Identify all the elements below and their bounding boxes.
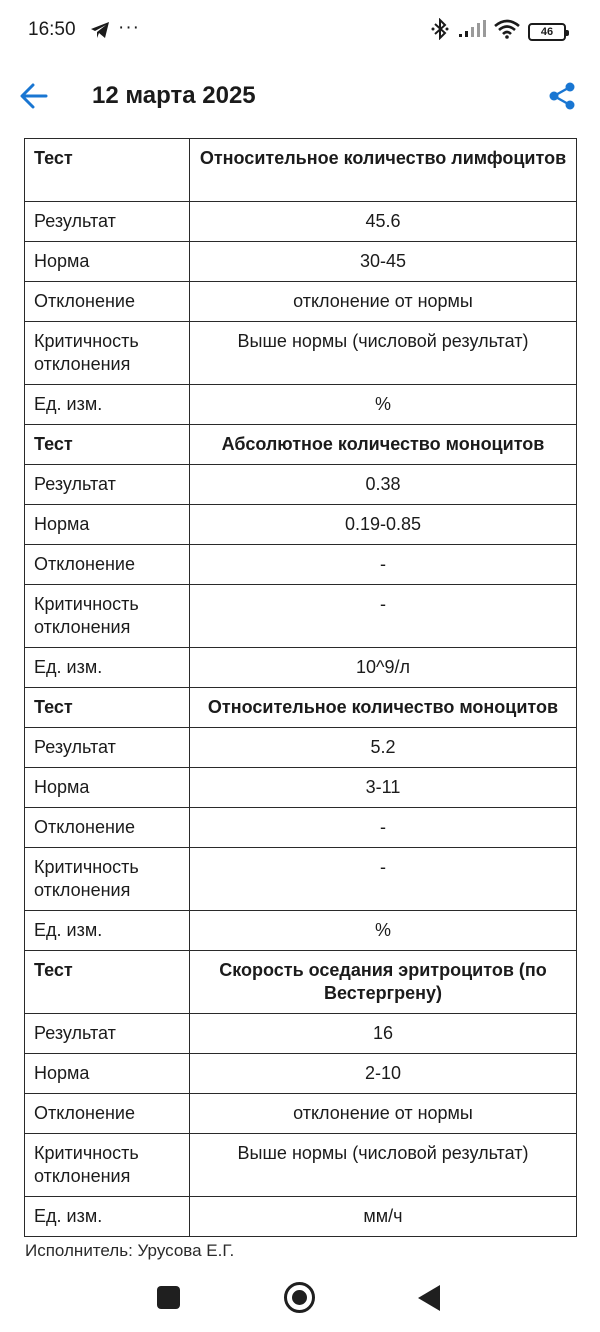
table-row xyxy=(25,1014,577,1054)
system-nav-bar xyxy=(0,1272,600,1332)
table-row xyxy=(25,139,577,202)
row-label: Ед. изм. xyxy=(25,1197,190,1237)
row-label: Отклонение xyxy=(25,808,190,848)
table-row xyxy=(25,1094,577,1134)
table-row xyxy=(25,648,577,688)
row-value: Скорость оседания эритроцитов (по Вестергрену) xyxy=(190,951,577,1014)
row-label: Ед. изм. xyxy=(25,648,190,688)
row-value: Выше нормы (числовой результат) xyxy=(190,1134,577,1197)
recents-button[interactable] xyxy=(157,1286,180,1309)
row-label: Тест xyxy=(25,425,190,465)
table-row xyxy=(25,911,577,951)
row-value: % xyxy=(190,385,577,425)
table-row xyxy=(25,282,577,322)
row-label: Отклонение xyxy=(25,1094,190,1134)
row-label: Критичность отклонения xyxy=(25,1134,190,1197)
page-title: 12 марта 2025 xyxy=(92,82,256,109)
row-label: Критичность отклонения xyxy=(25,848,190,911)
table-row xyxy=(25,1134,577,1197)
row-value: Абсолютное количество моноцитов xyxy=(190,425,577,465)
row-label: Результат xyxy=(25,1014,190,1054)
table-row xyxy=(25,585,577,648)
table-row xyxy=(25,848,577,911)
wifi-icon xyxy=(494,19,520,44)
row-value: - xyxy=(190,808,577,848)
row-value: 0.19-0.85 xyxy=(190,505,577,545)
row-label: Отклонение xyxy=(25,545,190,585)
battery-icon: 46 xyxy=(528,23,566,41)
row-label: Результат xyxy=(25,202,190,242)
bluetooth-icon xyxy=(430,18,450,45)
table-row xyxy=(25,1197,577,1237)
back-button[interactable] xyxy=(16,78,52,114)
row-value: Относительное количество лимфоцитов xyxy=(190,139,577,202)
table-row xyxy=(25,465,577,505)
row-value: отклонение от нормы xyxy=(190,1094,577,1134)
row-value: мм/ч xyxy=(190,1197,577,1237)
row-label: Результат xyxy=(25,728,190,768)
share-button[interactable] xyxy=(544,78,580,114)
row-label: Ед. изм. xyxy=(25,911,190,951)
row-label: Отклонение xyxy=(25,282,190,322)
executor-label: Исполнитель: Урусова Е.Г. xyxy=(25,1241,235,1260)
row-value: Относительное количество моноцитов xyxy=(190,688,577,728)
row-label: Результат xyxy=(25,465,190,505)
table-row xyxy=(25,322,577,385)
table-row xyxy=(25,688,577,728)
arrow-left-icon xyxy=(20,83,48,109)
row-label: Критичность отклонения xyxy=(25,585,190,648)
system-back-button[interactable] xyxy=(418,1285,440,1311)
row-label: Норма xyxy=(25,505,190,545)
row-value: отклонение от нормы xyxy=(190,282,577,322)
home-button[interactable] xyxy=(284,1282,315,1313)
table-row xyxy=(25,385,577,425)
share-icon xyxy=(548,82,576,110)
row-label: Тест xyxy=(25,951,190,1014)
app-bar xyxy=(0,62,600,132)
table-row xyxy=(25,545,577,585)
row-value: - xyxy=(190,545,577,585)
table-row xyxy=(25,202,577,242)
row-value: Выше нормы (числовой результат) xyxy=(190,322,577,385)
row-value: % xyxy=(190,911,577,951)
more-notifications-icon: ··· xyxy=(118,17,140,38)
table-row xyxy=(25,951,577,1014)
row-value: 0.38 xyxy=(190,465,577,505)
row-value: - xyxy=(190,585,577,648)
row-label: Норма xyxy=(25,242,190,282)
row-label: Ед. изм. xyxy=(25,385,190,425)
status-bar xyxy=(0,0,600,62)
table-row xyxy=(25,1054,577,1094)
row-value: 10^9/л xyxy=(190,648,577,688)
row-value: 2-10 xyxy=(190,1054,577,1094)
row-value: 30-45 xyxy=(190,242,577,282)
row-value: 3-11 xyxy=(190,768,577,808)
table-row xyxy=(25,808,577,848)
row-value: - xyxy=(190,848,577,911)
row-value: 45.6 xyxy=(190,202,577,242)
row-value: 5.2 xyxy=(190,728,577,768)
row-label: Норма xyxy=(25,1054,190,1094)
status-time: 16:50 xyxy=(28,19,76,40)
row-label: Тест xyxy=(25,139,190,202)
status-icons xyxy=(430,18,566,45)
table-row xyxy=(25,505,577,545)
row-label: Критичность отклонения xyxy=(25,322,190,385)
telegram-icon xyxy=(90,21,110,44)
row-value: 16 xyxy=(190,1014,577,1054)
table-row xyxy=(25,425,577,465)
row-label: Тест xyxy=(25,688,190,728)
signal-icon xyxy=(458,20,486,43)
results-table xyxy=(24,138,576,1237)
table-row xyxy=(25,728,577,768)
table-row xyxy=(25,242,577,282)
row-label: Норма xyxy=(25,768,190,808)
table-row xyxy=(25,768,577,808)
